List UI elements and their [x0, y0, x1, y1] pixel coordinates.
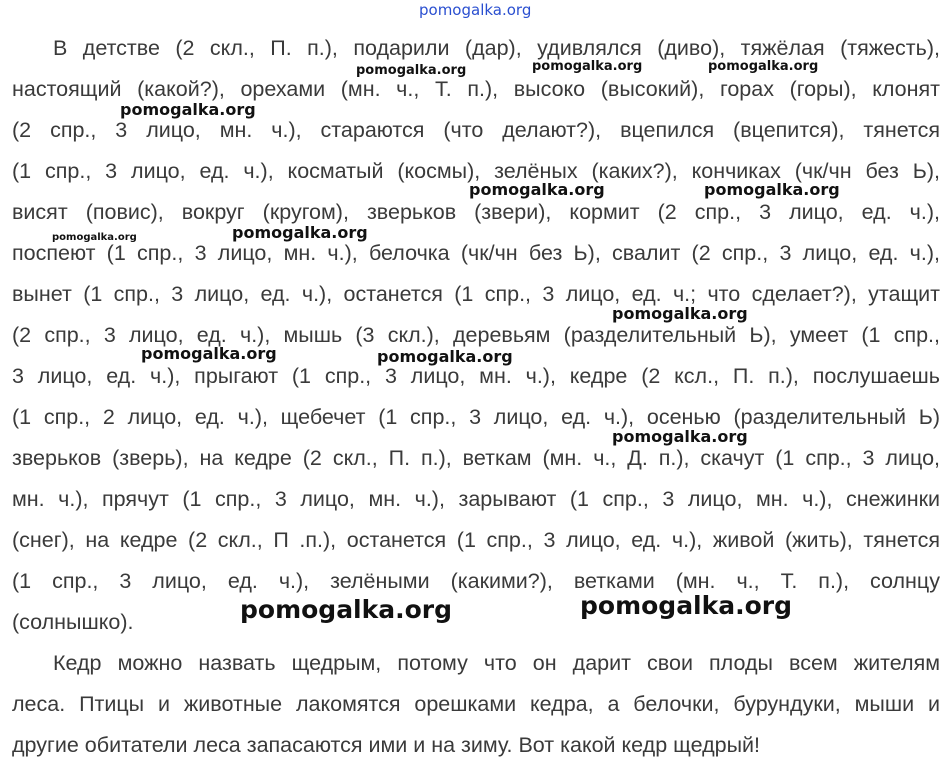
- paragraph-1-line: (снег), на кедре (2 скл., П .п.), останется (1 спр., 3 лицо, ед. ч.), живой (жить), тянется: [12, 528, 940, 552]
- watermark: pomogalka.org: [469, 180, 605, 199]
- watermark: pomogalka.org: [708, 59, 819, 74]
- watermark: pomogalka.org: [580, 591, 793, 620]
- watermark: pomogalka.org: [532, 59, 643, 74]
- paragraph-1-line: вынет (1 спр., 3 лицо, ед. ч.), останется (1 спр., 3 лицо, ед. ч.; что сделает?), утащит: [12, 282, 940, 306]
- watermark: pomogalka.org: [704, 180, 840, 199]
- paragraph-1-line: В детстве (2 скл., П. п.), подарили (дар), удивлялся (диво), тяжёлая (тяжесть),: [53, 36, 940, 60]
- watermark: pomogalka.org: [377, 347, 513, 366]
- paragraph-1-line: (1 спр., 2 лицо, ед. ч.), щебечет (1 спр., 3 лицо, ед. ч.), осенью (разделительный Ь): [12, 405, 940, 429]
- watermark: pomogalka.org: [52, 232, 137, 243]
- header-watermark: pomogalka.org: [419, 1, 532, 19]
- paragraph-2-line: другие обитатели леса запасаются ими и на зиму. Вот какой кедр щедрый!: [12, 733, 761, 757]
- watermark: pomogalka.org: [356, 63, 467, 78]
- watermark: pomogalka.org: [120, 100, 256, 119]
- paragraph-1-line: (2 спр., 3 лицо, мн. ч.), стараются (что делают?), вцепился (вцепится), тянется: [12, 118, 940, 142]
- paragraph-1-line: зверьков (зверь), на кедре (2 скл., П. п.), веткам (мн. ч., Д. п.), скачут (1 спр., 3 лицо,: [12, 446, 940, 470]
- paragraph-2-line: леса. Птицы и животные лакомятся орешками кедра, а белочки, бурундуки, мыши и: [12, 692, 940, 716]
- watermark: pomogalka.org: [612, 427, 748, 446]
- paragraph-1-line: висят (повис), вокруг (кругом), зверьков (звери), кормит (2 спр., 3 лицо, ед. ч.),: [12, 200, 940, 224]
- paragraph-1-line: (1 спр., 3 лицо, ед. ч.), зелёными (какими?), ветками (мн. ч., Т. п.), солнцу: [12, 569, 940, 593]
- watermark: pomogalka.org: [612, 304, 748, 323]
- watermark: pomogalka.org: [240, 595, 453, 624]
- paragraph-1-line: (1 спр., 3 лицо, ед. ч.), косматый (космы), зелёных (каких?), кончиках (чк/чн без Ь),: [12, 159, 940, 183]
- paragraph-1-line: (2 спр., 3 лицо, ед. ч.), мышь (3 скл.), деревьям (разделительный Ь), умеет (1 спр.,: [12, 323, 940, 347]
- paragraph-1-line: поспеют (1 спр., 3 лицо, мн. ч.), белочка (чк/чн без Ь), свалит (2 спр., 3 лицо, ед. ч.),: [12, 241, 940, 265]
- paragraph-1-line: 3 лицо, ед. ч.), прыгают (1 спр., 3 лицо, мн. ч.), кедре (2 ксл., П. п.), послушаешь: [12, 364, 940, 388]
- paragraph-1-line: (солнышко).: [12, 610, 134, 634]
- watermark: pomogalka.org: [141, 344, 277, 363]
- paragraph-1-line: мн. ч.), прячут (1 спр., 3 лицо, мн. ч.), зарывают (1 спр., 3 лицо, мн. ч.), снежинки: [12, 487, 940, 511]
- paragraph-2-line: Кедр можно назвать щедрым, потому что он дарит свои плоды всем жителям: [53, 651, 940, 675]
- watermark: pomogalka.org: [232, 223, 368, 242]
- paragraph-1-line: настоящий (какой?), орехами (мн. ч., Т. п.), высоко (высокий), горах (горы), клонят: [12, 77, 940, 101]
